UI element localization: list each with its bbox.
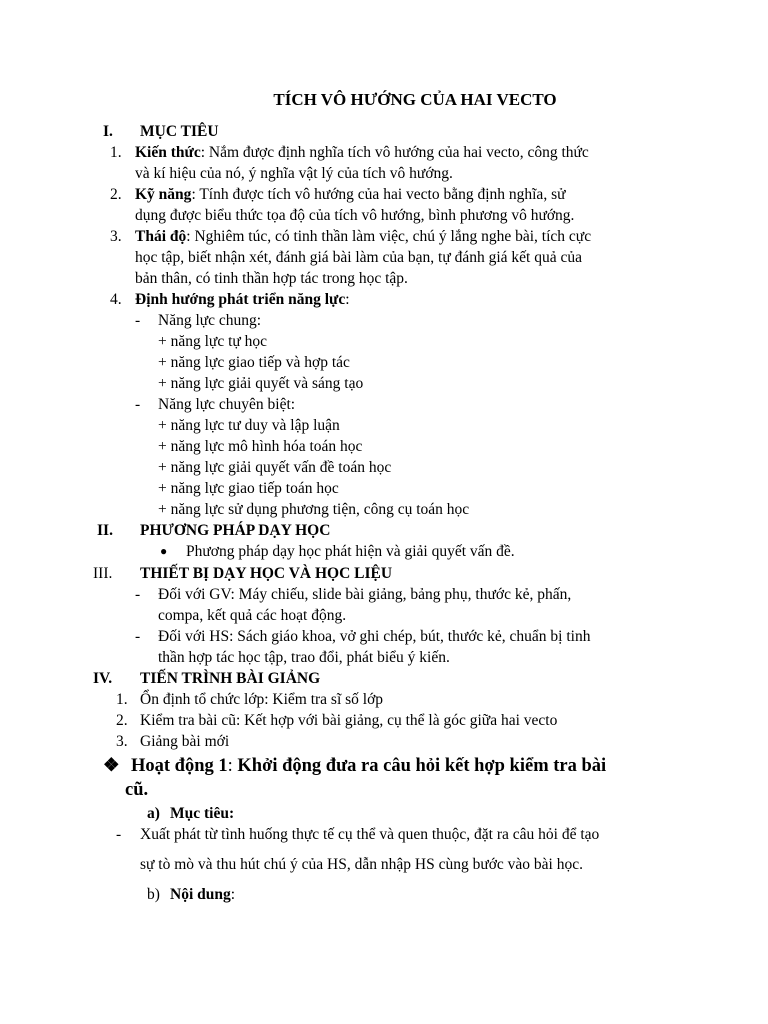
item-3-text: : Nghiêm túc, có tinh thần làm việc, chú ý lắng nghe bài, tích cực (186, 228, 592, 245)
specific-competence-heading: Năng lực chuyên biệt: (158, 396, 296, 413)
activity-marker-icon: ❖ (103, 756, 120, 776)
specific-competence-item: + năng lực tư duy và lập luận (158, 417, 340, 434)
process-item-text: Giảng bài mới (140, 733, 230, 750)
dash-marker: - (135, 586, 141, 603)
process-item-number: 1. (116, 691, 128, 708)
item-4-number: 4. (110, 291, 122, 308)
subsection-b-heading (170, 884, 235, 905)
item-1-number: 1. (110, 144, 122, 161)
section-2-number: II. (97, 522, 113, 539)
process-item-text: Ổn định tổ chức lớp: Kiểm tra sĩ số lớp (140, 691, 384, 708)
process-item-number: 2. (116, 712, 128, 729)
item-3-line-1 (135, 226, 591, 247)
process-item-number: 3. (116, 733, 128, 750)
item-1-text: : Nắm được định nghĩa tích vô hướng của hai vecto, công thức (200, 144, 589, 161)
dash-marker: - (135, 312, 141, 329)
item-4-line-1 (135, 289, 350, 310)
item-2-label: Kỹ năng (135, 186, 192, 203)
item-2-line-1 (135, 184, 566, 205)
dash-marker: - (135, 396, 141, 413)
activity-1-label: Hoạt động 1 (131, 756, 228, 776)
section-4-number: IV. (93, 670, 113, 687)
subsection-b-number: b) (147, 886, 160, 903)
subsection-a-number: a) (147, 805, 160, 822)
section-3-number: III. (93, 565, 113, 582)
specific-competence-item: + năng lực sử dụng phương tiện, công cụ toán học (158, 501, 470, 518)
specific-competence-item: + năng lực mô hình hóa toán học (158, 438, 363, 455)
section-4-heading: TIẾN TRÌNH BÀI GIẢNG (140, 670, 321, 687)
section-3-heading: THIẾT BỊ DẠY HỌC VÀ HỌC LIỆU (140, 565, 393, 582)
dash-marker: - (135, 628, 141, 645)
item-4-label: Định hướng phát triển năng lực (135, 291, 346, 308)
teaching-method-item: Phương pháp dạy học phát hiện và giải quyết vấn đề. (186, 543, 515, 560)
page-title: TÍCH VÔ HƯỚNG CỦA HAI VECTO (273, 90, 557, 109)
item-1-label: Kiến thức (135, 144, 201, 161)
item-2-number: 2. (110, 186, 122, 203)
general-competence-heading: Năng lực chung: (158, 312, 262, 329)
activity-1-title: Khởi động đưa ra câu hỏi kết hợp kiểm tra bài (232, 756, 607, 776)
item-4-colon: : (345, 291, 350, 308)
item-1-line-2: và kí hiệu của nó, ý nghĩa vật lý của tích vô hướng. (135, 165, 453, 182)
item-3-label: Thái độ (135, 228, 187, 245)
subsection-a-heading: Mục tiêu: (170, 805, 235, 822)
subsection-b-colon: : (230, 886, 236, 903)
student-equipment-line-2: thần hợp tác học tập, trao đổi, phát biểu ý kiến. (158, 649, 450, 666)
dash-marker: - (116, 826, 122, 843)
specific-competence-item: + năng lực giải quyết vấn đề toán học (158, 459, 392, 476)
activity-1-colon: : (227, 756, 233, 776)
specific-competence-item: + năng lực giao tiếp toán học (158, 480, 339, 497)
item-2-text: : Tính được tích vô hướng của hai vecto bằng định nghĩa, sử (191, 186, 566, 203)
process-item-text: Kiểm tra bài cũ: Kết hợp với bài giảng, cụ thể là góc giữa hai vecto (140, 712, 558, 729)
bullet-marker: ● (160, 544, 168, 558)
item-3-line-2: học tập, biết nhận xét, đánh giá bài làm của bạn, tự đánh giá kết quả của (135, 249, 582, 266)
general-competence-item: + năng lực giải quyết và sáng tạo (158, 375, 364, 392)
student-equipment-line-1: Đối với HS: Sách giáo khoa, vở ghi chép, bút, thước kẻ, chuẩn bị tinh (158, 628, 591, 645)
objective-line-2: sự tò mò và thu hút chú ý của HS, dẫn nhập HS cùng bước vào bài học. (140, 856, 583, 873)
activity-1-heading-line-2: cũ. (125, 780, 149, 800)
item-3-number: 3. (110, 228, 122, 245)
teacher-equipment-line-1: Đối với GV: Máy chiếu, slide bài giảng, bảng phụ, thước kẻ, phấn, (158, 586, 572, 603)
general-competence-item: + năng lực tự học (158, 333, 268, 350)
item-2-line-2: dụng được biểu thức tọa độ của tích vô hướng, bình phương vô hướng. (135, 207, 575, 224)
activity-1-heading-line-1 (131, 754, 606, 778)
item-1-line-1 (135, 142, 589, 163)
teacher-equipment-line-2: compa, kết quả các hoạt động. (158, 607, 347, 624)
section-1-number: I. (103, 123, 113, 140)
section-1-heading: MỤC TIÊU (140, 123, 219, 140)
subsection-b-label: Nội dung (170, 886, 231, 903)
section-2-heading: PHƯƠNG PHÁP DẠY HỌC (140, 522, 331, 539)
general-competence-item: + năng lực giao tiếp và hợp tác (158, 354, 350, 371)
item-3-line-3: bản thân, có tinh thần hợp tác trong học tập. (135, 270, 408, 287)
objective-line-1: Xuất phát từ tình huống thực tế cụ thể và quen thuộc, đặt ra câu hỏi để tạo (140, 826, 600, 843)
